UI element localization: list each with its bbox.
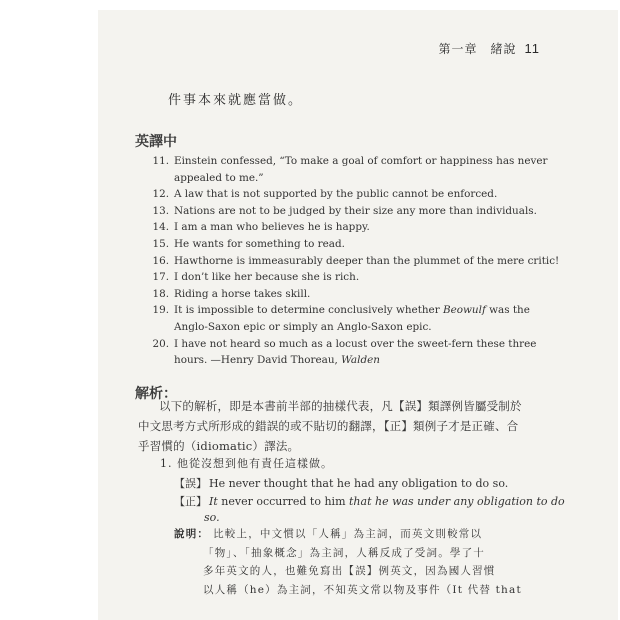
item-number: 12.: [152, 188, 169, 201]
item-text: A law that is not supported by the public cannot be enforced.: [174, 188, 498, 201]
section-heading-analysis: 解析：: [135, 385, 177, 401]
item-text: Riding a horse takes skill.: [174, 287, 311, 300]
item-text: [174, 302, 565, 319]
item-text-part: It is impossible to determine conclusively whether: [174, 304, 440, 317]
explanation-line: 「物」、「抽象概念」為主詞，人稱反成了受詞。學了十: [203, 546, 485, 559]
list-item: [145, 253, 565, 270]
item-text: He wants for something to read.: [174, 237, 345, 250]
item-text: appealed to me.”: [174, 171, 264, 184]
item-text: Einstein confessed, “To make a goal of comfort or happiness has never: [174, 155, 548, 167]
right-sentence-part: that he was under any obligation to do: [349, 495, 565, 508]
wrong-sentence: He never thought that he had any obligation to do so.: [209, 477, 509, 490]
explanation-text: 比較上，中文慣以「人稱」為主詞，而英文則較常以: [213, 528, 483, 540]
item-number: 20.: [152, 337, 169, 350]
item-text: I am a man who believes he is happy.: [174, 221, 370, 234]
item-text: Hawthorne is immeasurably deeper than the plummet of the mere critic!: [174, 254, 560, 267]
list-item: [145, 286, 565, 303]
item-number: 18.: [152, 287, 169, 300]
book-page: [98, 10, 618, 620]
item-text: Nations are not to be judged by their size any more than individuals.: [174, 204, 537, 217]
paragraph-line: 乎習慣的（idiomatic）譯法。: [138, 439, 300, 453]
item-number: 14.: [152, 221, 169, 234]
wrong-tag: 【誤】: [174, 477, 207, 490]
explanation-line: 多年英文的人，也難免寫出【誤】例英文，因為國人習慣: [203, 565, 496, 577]
example-right-cont: so.: [204, 511, 220, 524]
item-number: 19.: [152, 304, 169, 317]
example-right: [174, 493, 565, 509]
page-number: 11: [524, 41, 540, 56]
list-item: [145, 153, 565, 186]
explanation: [174, 525, 564, 599]
italic-title: Beowulf: [443, 304, 486, 317]
item-text: [174, 352, 565, 369]
list-item: [145, 336, 565, 369]
italic-title: Walden: [341, 354, 380, 367]
chapter-title: 第一章 緒說: [438, 42, 517, 56]
item-number: 17.: [152, 271, 169, 284]
item-text-part: hours. —Henry David Thoreau,: [174, 354, 338, 367]
item-number: 11.: [152, 155, 169, 167]
section-heading-english: 英譯中: [135, 133, 177, 149]
list-item: [145, 186, 565, 203]
right-sentence-part: It: [209, 495, 218, 508]
example-wrong: [174, 475, 508, 491]
item-text: I don’t like her because she is rich.: [174, 271, 360, 284]
list-item: [145, 219, 565, 236]
paragraph-line: 以下的解析，即是本書前半部的抽樣代表，凡【誤】類譯例皆屬受制於: [159, 399, 522, 413]
analysis-intro: [138, 396, 558, 456]
item-text: Anglo-Saxon epic or simply an Anglo-Saxon epic.: [174, 320, 432, 333]
list-item: [145, 236, 565, 253]
example-title: 1. 他從沒想到他有責任這樣做。: [160, 457, 333, 470]
explanation-label: 說明：: [174, 528, 210, 540]
item-text-part: was the: [485, 304, 530, 317]
list-item: [145, 203, 565, 220]
right-sentence-part: never occurred to him: [217, 495, 349, 508]
paragraph-line: 中文思考方式所形成的錯誤的或不貼切的翻譯，【正】類例子才是正確、合: [138, 419, 519, 433]
item-text: I have not heard so much as a locust over the sweet-fern these three: [174, 337, 537, 350]
list-item: [145, 302, 565, 335]
explanation-line: [174, 525, 564, 544]
right-tag: 【正】: [174, 495, 207, 508]
item-number: 13.: [152, 204, 169, 217]
exercise-list: [145, 153, 565, 369]
continuation-line: 件事本來就應當做。: [168, 93, 304, 108]
explanation-line: 以人稱（he）為主詞，不知英文常以物及事件（It 代替 that: [203, 583, 522, 596]
running-header: [438, 40, 540, 57]
item-number: 15.: [152, 237, 169, 250]
item-number: 16.: [152, 254, 169, 267]
list-item: [145, 269, 565, 286]
